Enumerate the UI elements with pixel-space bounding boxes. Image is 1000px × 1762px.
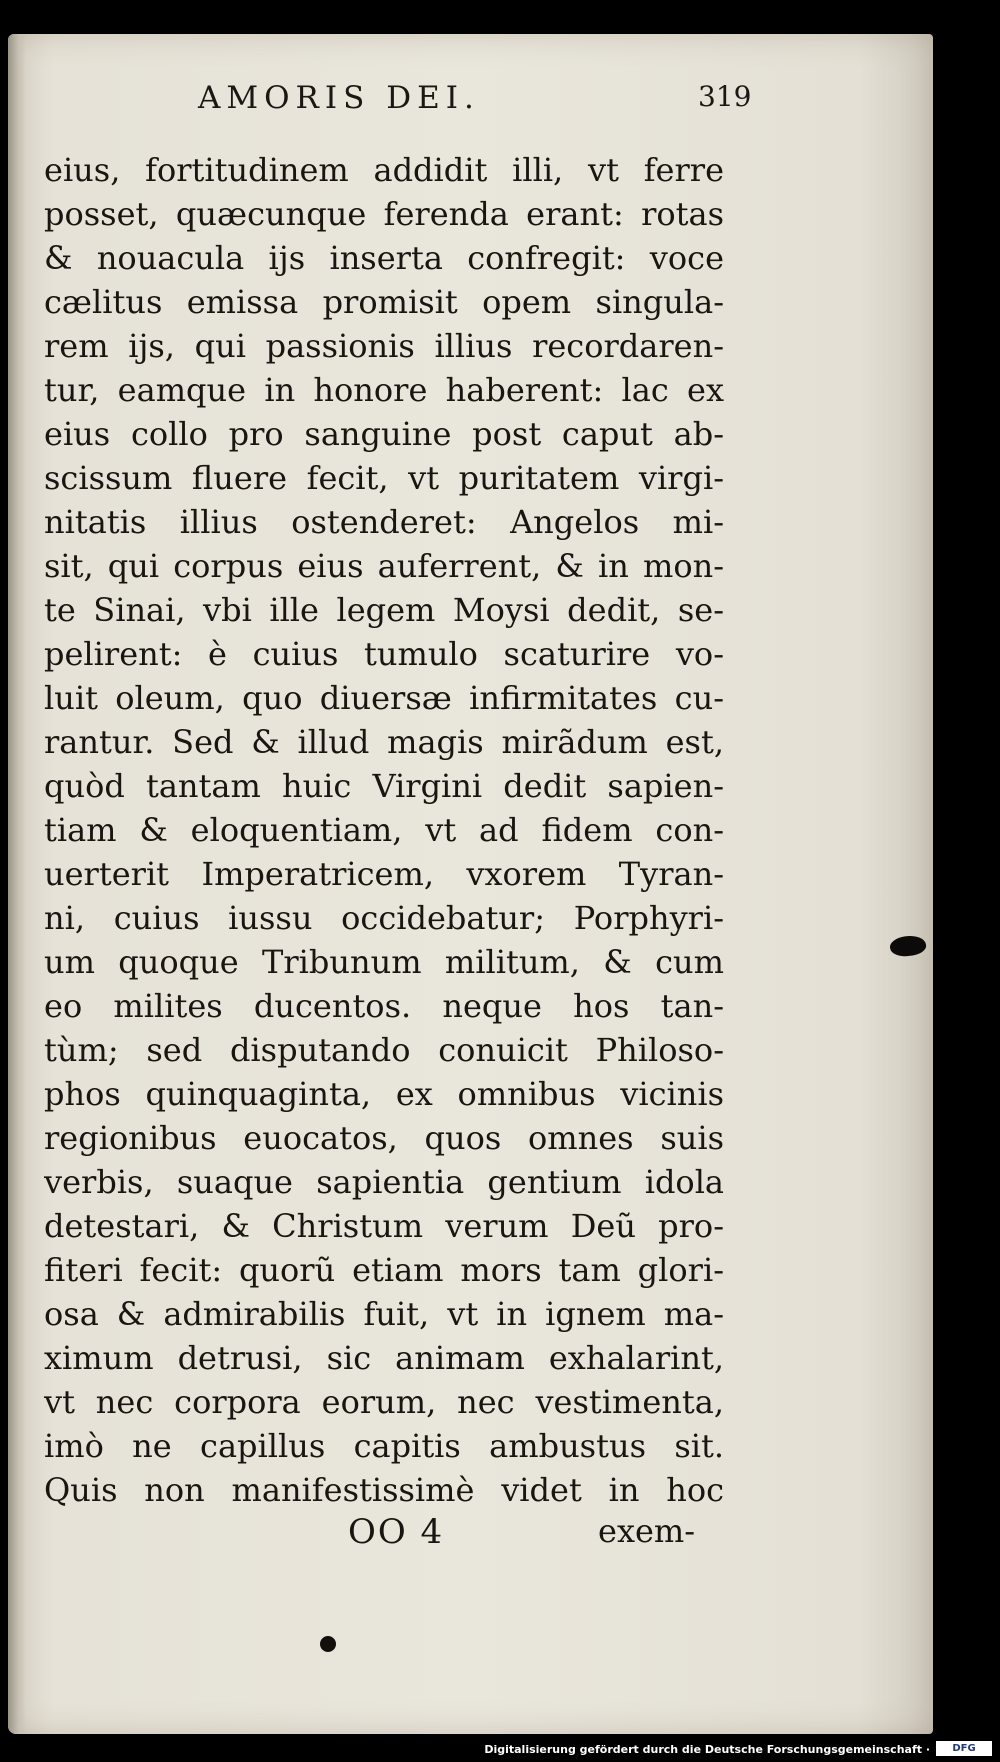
page-footer [348, 1512, 708, 1562]
digitization-credit: Digitalisierung gefördert durch die Deutsche Forschungsgemeinschaft · [484, 1743, 930, 1756]
text-line: uerterit Imperatricem, vxorem Tyran- [44, 855, 724, 893]
text-line: fiteri fecit: quorũ etiam mors tam glori- [44, 1251, 724, 1289]
page-header [8, 80, 933, 130]
text-line: tur, eamque in honore haberent: lac ex [44, 371, 724, 409]
text-line: eius collo pro sanguine post caput ab- [44, 415, 724, 453]
text-line: eius, fortitudinem addidit illi, vt ferre [44, 151, 724, 189]
text-line: te Sinai, vbi ille legem Moysi dedit, se- [44, 591, 724, 629]
body-text [44, 148, 724, 1512]
text-line: detestari, & Christum verum Deũ pro- [44, 1207, 724, 1245]
text-line: quòd tantam huic Virgini dedit sapien- [44, 767, 724, 805]
text-line: & nouacula ijs inserta confregit: voce [44, 239, 724, 277]
text-line: osa & admirabilis fuit, vt in ignem ma- [44, 1295, 724, 1333]
text-line: scissum fluere fecit, vt puritatem virgi- [44, 459, 724, 497]
page-edge-shadow [8, 34, 26, 1734]
text-line: Quis non manifestissimè videt in hoc [44, 1471, 724, 1509]
text-line: imò ne capillus capitis ambustus sit. [44, 1427, 724, 1465]
running-head: AMORIS DEI. [198, 80, 480, 116]
text-line: ximum detrusi, sic animam exhalarint, [44, 1339, 724, 1377]
text-line: tùm; sed disputando conuicit Philoso- [44, 1031, 724, 1069]
ink-blot [889, 934, 927, 959]
text-line: luit oleum, quo diuersæ infirmitates cu- [44, 679, 724, 717]
book-page [8, 34, 933, 1734]
text-line: cælitus emissa promisit opem singula- [44, 283, 724, 321]
text-line: nitatis illius ostenderet: Angelos mi- [44, 503, 724, 541]
signature-mark: OO 4 [348, 1512, 445, 1552]
text-line: verbis, suaque sapientia gentium idola [44, 1163, 724, 1201]
dfg-logo: DFG [936, 1741, 992, 1756]
text-line: eo milites ducentos. neque hos tan- [44, 987, 724, 1025]
text-line: um quoque Tribunum militum, & cum [44, 943, 724, 981]
text-line: rantur. Sed & illud magis mirãdum est, [44, 723, 724, 761]
text-line: vt nec corpora eorum, nec vestimenta, [44, 1383, 724, 1421]
text-line: posset, quæcunque ferenda erant: rotas [44, 195, 724, 233]
text-line: rem ijs, qui passionis illius recordaren- [44, 327, 724, 365]
text-line: pelirent: è cuius tumulo scaturire vo- [44, 635, 724, 673]
text-line: phos quinquaginta, ex omnibus vicinis [44, 1075, 724, 1113]
ink-dot [320, 1636, 336, 1652]
text-line: sit, qui corpus eius auferrent, & in mon- [44, 547, 724, 585]
text-line: regionibus euocatos, quos omnes suis [44, 1119, 724, 1157]
text-line: ni, cuius iussu occidebatur; Porphyri- [44, 899, 724, 937]
catchword: exem- [598, 1512, 696, 1550]
text-line: tiam & eloquentiam, vt ad fidem con- [44, 811, 724, 849]
page-number: 319 [698, 80, 752, 113]
